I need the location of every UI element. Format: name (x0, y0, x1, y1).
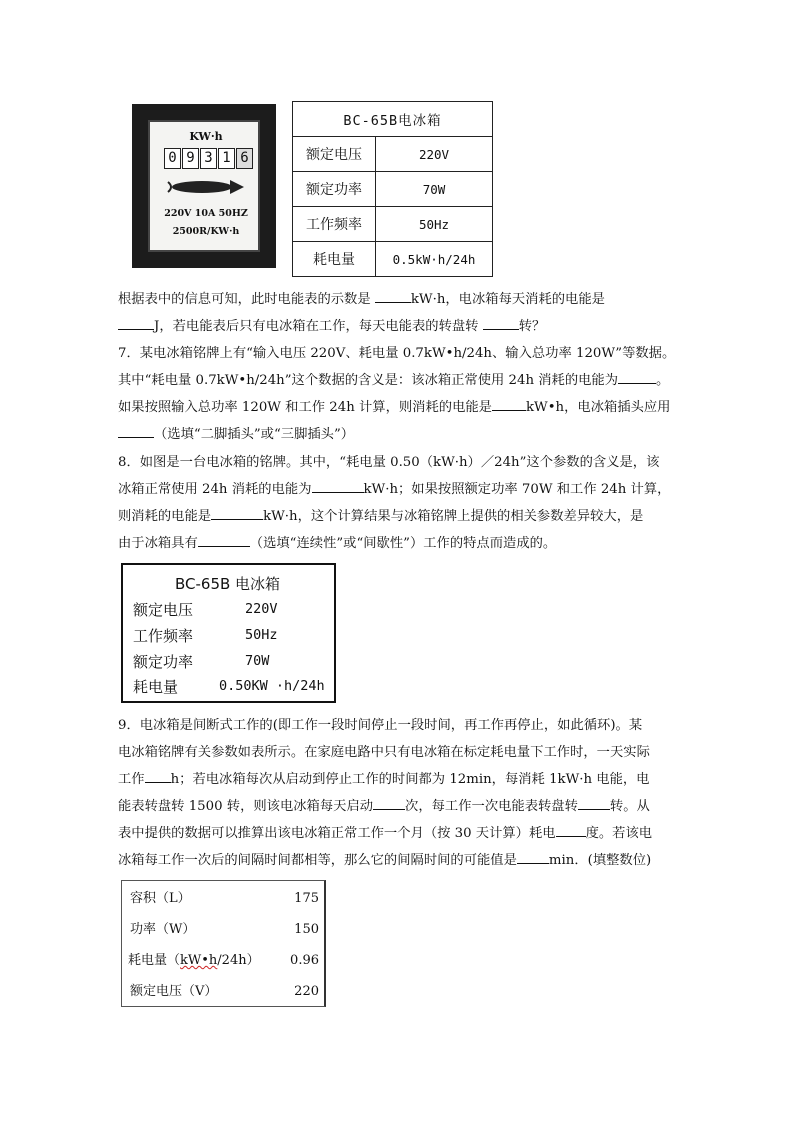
text: （选填“连续性”或“间歇性”）工作的特点而造成的。 (249, 536, 557, 551)
q8-line-4 (118, 530, 678, 557)
table-row (293, 242, 493, 277)
nameplate-value: 70W (245, 653, 270, 669)
text: kW·h，这个计算结果与冰箱铭牌上提供的相关参数差异较大，是 (263, 509, 644, 524)
nameplate-value: 220V (245, 601, 278, 617)
answer-blank[interactable] (118, 424, 154, 438)
q9-line-2: 电冰箱铭牌有关参数如表所示。在家庭电路中只有电冰箱在标定耗电量下工作时，一天实际 (118, 745, 650, 760)
table-cell: 220V (376, 137, 493, 172)
meter-disc-arrow-icon (164, 176, 246, 198)
table-row (122, 977, 327, 1007)
table-row (122, 946, 327, 976)
table-cell: 0.5kW·h/24h (376, 242, 493, 277)
fridge-spec-table-1 (292, 101, 493, 277)
text: 工作 (118, 772, 145, 787)
table-row (122, 915, 327, 945)
q6-line-2 (118, 313, 678, 340)
table-row (293, 207, 493, 242)
text: 次，每工作一次电能表转盘转 (405, 799, 578, 814)
q7-line-2 (118, 367, 678, 394)
text: /24h） (217, 953, 260, 968)
q9-line-5 (118, 820, 678, 847)
param-value: 150 (294, 922, 319, 937)
param-value: 220 (294, 984, 319, 999)
wavy-underlined-text: kW•h (180, 953, 218, 968)
param-value: 0.96 (290, 953, 319, 968)
meter-digit: 0 (164, 148, 181, 169)
answer-blank[interactable] (517, 850, 549, 864)
text: 转？ (518, 319, 546, 334)
table-row (293, 137, 493, 172)
table-row (293, 172, 493, 207)
table-row (122, 884, 327, 914)
text: h；若电冰箱每次从启动到停止工作的时间都为 12min，每消耗 1kW·h 电能，电 (170, 772, 650, 787)
text: kW·h，电冰箱每天消耗的电能是 (410, 292, 605, 307)
text: 度。若该电 (585, 826, 653, 841)
nameplate-label: 耗电量 (133, 678, 179, 696)
nameplate-label: 额定功率 (133, 653, 194, 671)
nameplate-value: 0.50KW ·h/24h (219, 678, 325, 694)
text: 根据表中的信息可知，此时电能表的示数是 (118, 292, 375, 307)
fridge-parameter-table (121, 880, 326, 1007)
meter-specs: 220V 10A 50HZ (164, 208, 248, 219)
table-cell: 额定功率 (293, 172, 376, 207)
table-cell: 额定电压 (293, 137, 376, 172)
q8-line-2 (118, 476, 678, 503)
text: 冰箱正常使用 24h 消耗的电能为 (118, 482, 312, 497)
text: 。 (656, 373, 670, 388)
answer-blank[interactable] (492, 397, 526, 411)
meter-digits (164, 148, 254, 169)
table-cell: 耗电量 (293, 242, 376, 277)
meter-unit: KW·h (189, 130, 223, 143)
answer-blank[interactable] (211, 506, 263, 520)
q6-line-1 (118, 286, 678, 313)
nameplate-value: 50Hz (245, 627, 278, 643)
q7-line-4 (118, 421, 678, 448)
answer-blank[interactable] (556, 823, 586, 837)
text: 转。从 (609, 799, 650, 814)
text: 表中提供的数据可以推算出该电冰箱正常工作一个月（按 30 天计算）耗电 (118, 826, 556, 841)
nameplate-label: 工作频率 (133, 627, 194, 645)
text: kW•h，电冰箱插头应用 (525, 400, 671, 415)
meter-digit: 3 (200, 148, 217, 169)
text: min．(填整数位) (548, 853, 652, 868)
answer-blank[interactable] (373, 796, 405, 810)
text: 由于冰箱具有 (118, 536, 198, 551)
q9-line-1: 9．电冰箱是间断式工作的(即工作一段时间停止一段时间，再工作再停止，如此循环)。某 (118, 718, 643, 733)
fridge-nameplate-box (121, 563, 336, 703)
param-label: 容积（L） (130, 891, 191, 906)
param-value: 175 (294, 891, 319, 906)
text: kW·h；如果按照额定功率 70W 和工作 24h 计算， (363, 482, 671, 497)
text: （选填“二脚插头”或“三脚插头”） (154, 427, 355, 442)
q9-line-6 (118, 847, 678, 874)
q9-line-3 (118, 766, 678, 793)
electric-meter-image (132, 104, 276, 268)
meter-face (148, 120, 260, 252)
answer-blank[interactable] (312, 479, 364, 493)
text: J，若电能表后只有电冰箱在工作，每天电能表的转盘转 (154, 319, 483, 334)
q7-line-3 (118, 394, 678, 421)
table-cell: 工作频率 (293, 207, 376, 242)
param-label: 功率（W） (130, 922, 196, 937)
text: 则消耗的电能是 (118, 509, 212, 524)
meter-digit: 9 (182, 148, 199, 169)
answer-blank[interactable] (578, 796, 610, 810)
param-label: 额定电压（V） (130, 984, 218, 999)
q7-line-1: 7．某电冰箱铭牌上有“输入电压 220V、耗电量 0.7kW•h/24h、输入总功率 120W”等数据。 (118, 346, 676, 361)
answer-blank[interactable] (375, 289, 411, 303)
answer-blank[interactable] (145, 769, 171, 783)
answer-blank[interactable] (618, 370, 656, 384)
text: 其中“耗电量 0.7kW•h/24h”这个数据的含义是：该冰箱正常使用 24h 消耗的电能为 (118, 373, 619, 388)
text: 能表转盘转 1500 转，则该电冰箱每天启动 (118, 799, 374, 814)
nameplate-label: 额定电压 (133, 601, 194, 619)
answer-blank[interactable] (483, 316, 519, 330)
nameplate-title: BC-65B 电冰箱 (175, 575, 281, 593)
text: 冰箱每工作一次后的间隔时间都相等，那么它的间隔时间的可能值是 (118, 853, 517, 868)
table-title: BC-65B电冰箱 (293, 102, 493, 137)
q9-line-4 (118, 793, 678, 820)
table-cell: 70W (376, 172, 493, 207)
meter-digit: 1 (218, 148, 235, 169)
q8-line-1: 8．如图是一台电冰箱的铭牌。其中，“耗电量 0.50（kW·h）／24h”这个参数的含义是，该 (118, 455, 660, 470)
answer-blank[interactable] (198, 533, 250, 547)
text: 耗电量（ (128, 953, 181, 968)
meter-revolutions: 2500R/KW·h (172, 226, 240, 237)
text: 如果按照输入总功率 120W 和工作 24h 计算，则消耗的电能是 (118, 400, 492, 415)
meter-digit: 6 (236, 148, 253, 169)
answer-blank[interactable] (118, 316, 154, 330)
q8-line-3 (118, 503, 678, 530)
table-cell: 50Hz (376, 207, 493, 242)
param-label (128, 946, 260, 976)
